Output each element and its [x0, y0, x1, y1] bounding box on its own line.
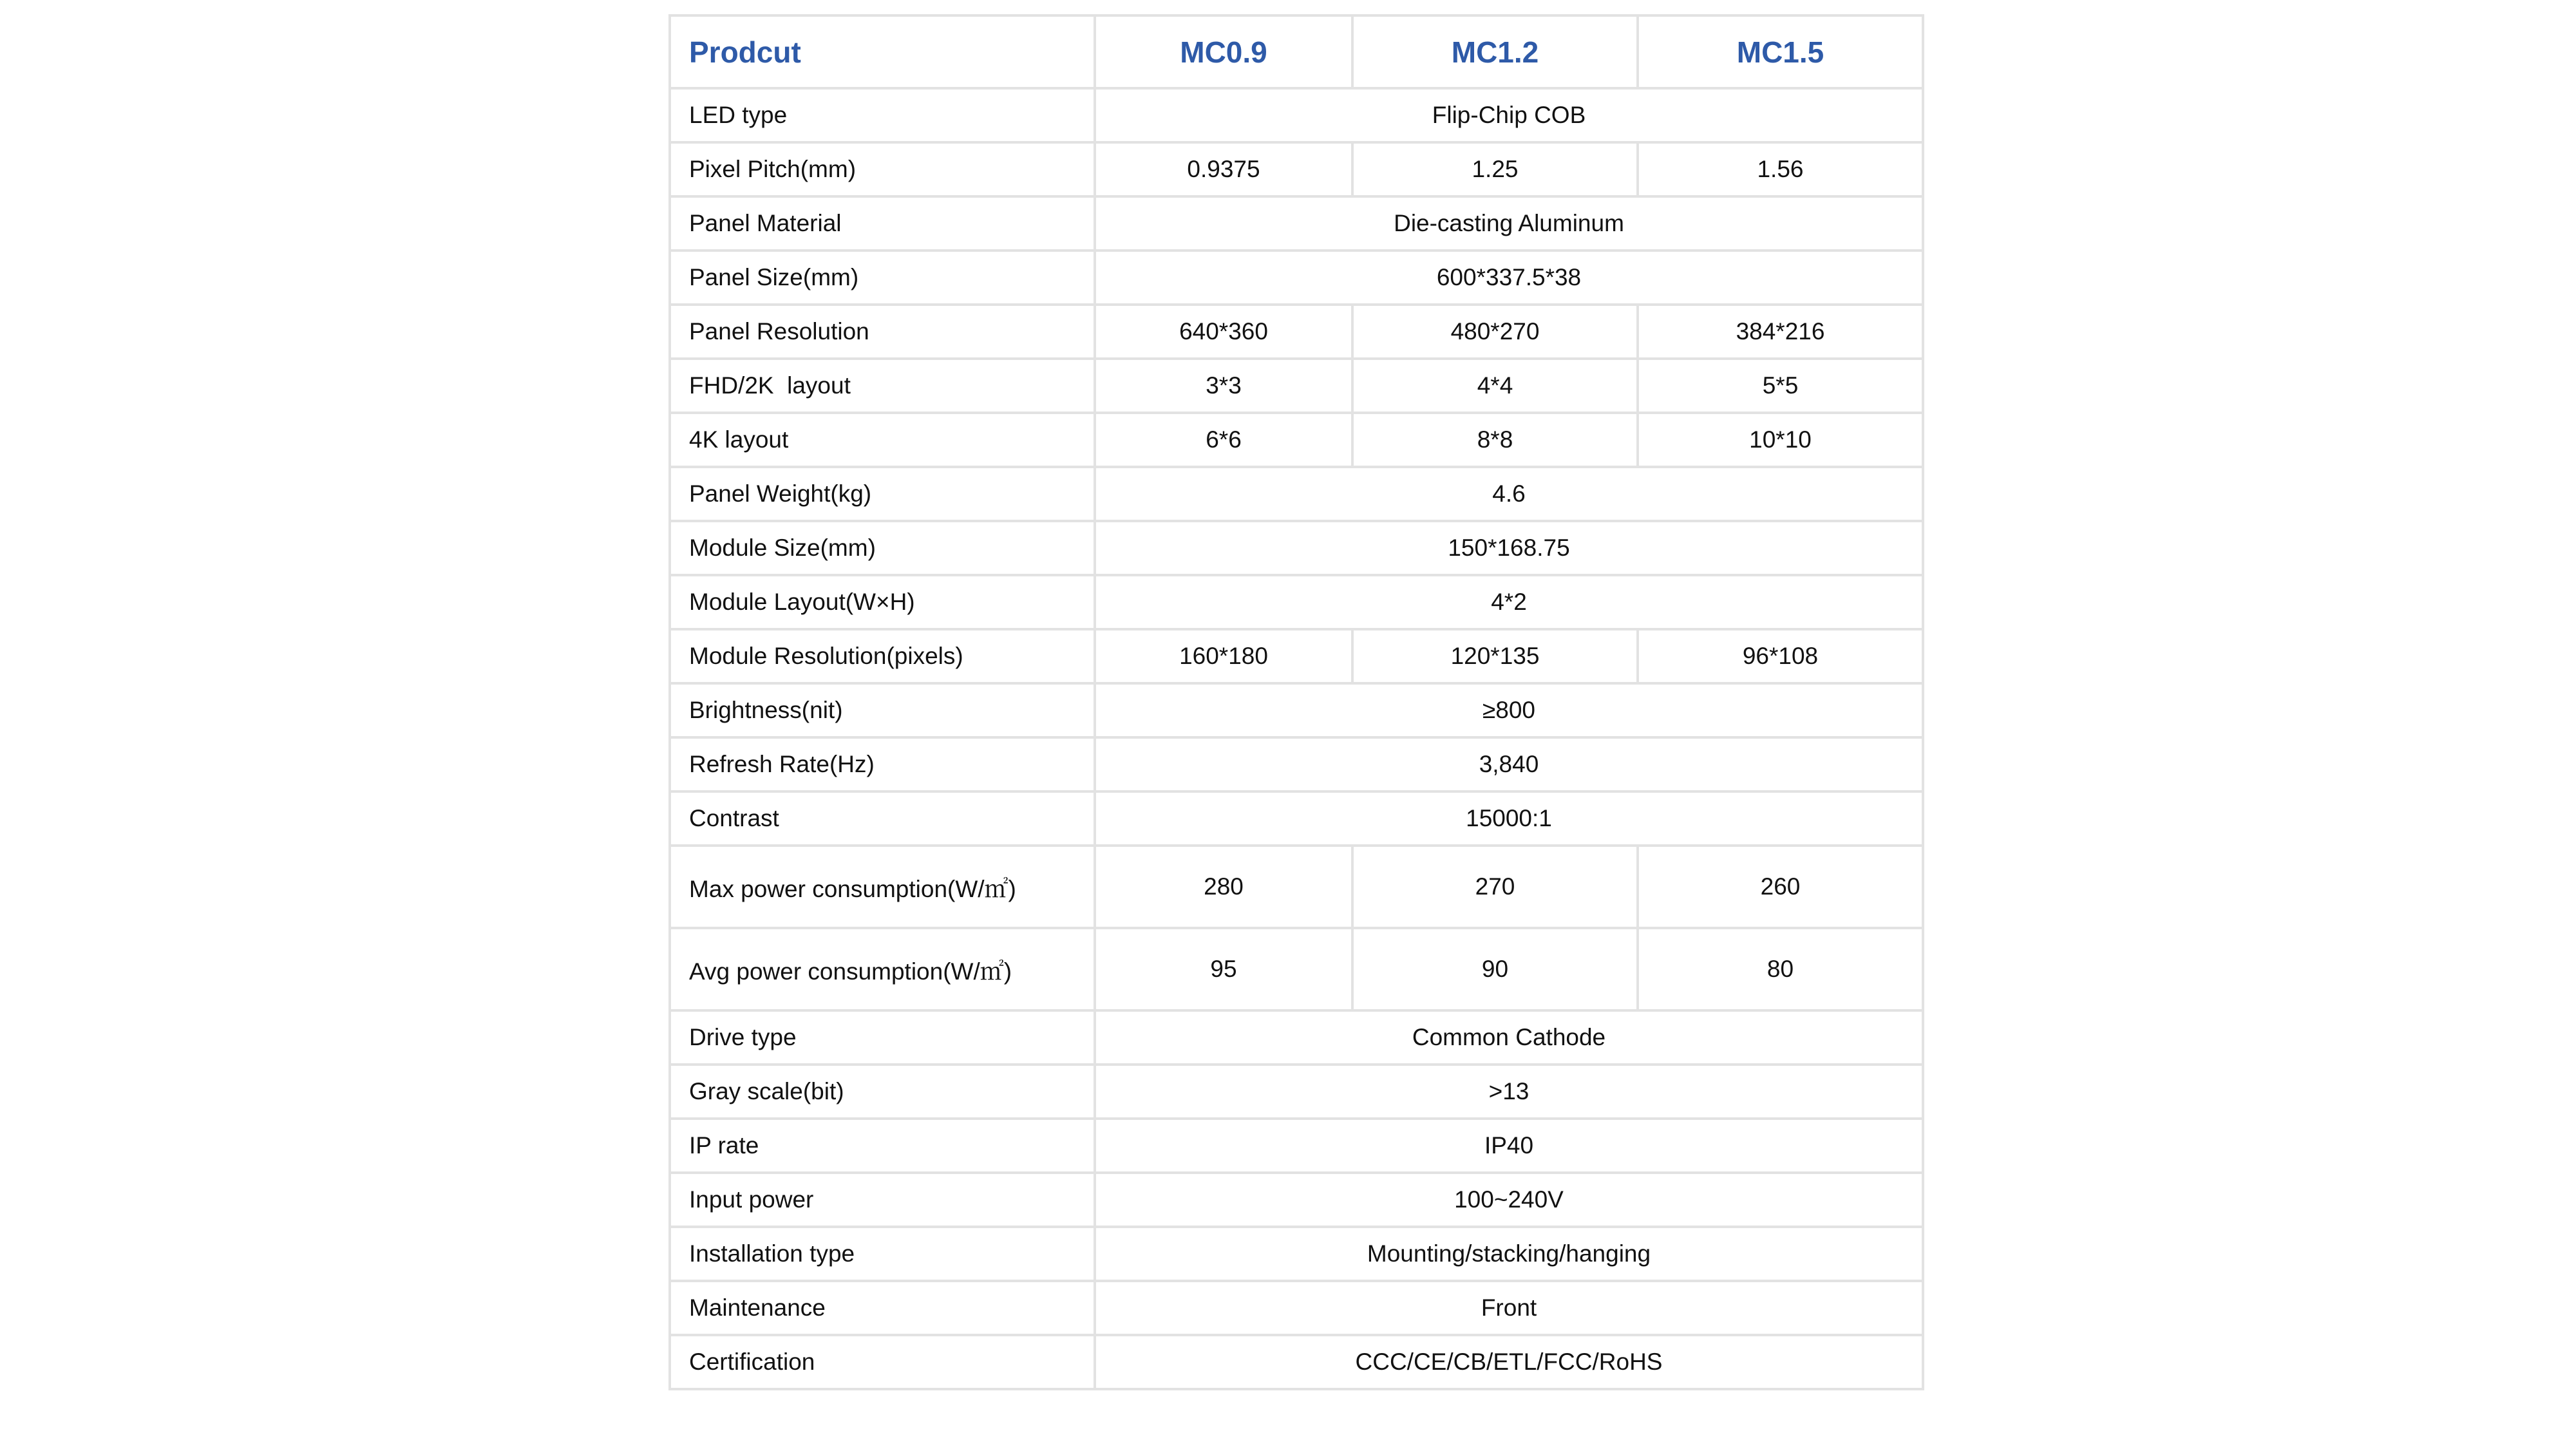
row-value: Flip-Chip COB [1095, 88, 1923, 142]
row-label: Refresh Rate(Hz) [670, 737, 1095, 791]
row-value: Front [1095, 1281, 1923, 1335]
row-value: 600*337.5*38 [1095, 251, 1923, 305]
header-model-mc12: MC1.2 [1352, 15, 1638, 88]
row-value: IP40 [1095, 1119, 1923, 1173]
row-value-mc12: 120*135 [1352, 629, 1638, 683]
table-row [670, 467, 1923, 521]
row-label: Brightness(nit) [670, 683, 1095, 737]
row-value-mc09: 640*360 [1095, 305, 1352, 359]
table-row [670, 305, 1923, 359]
row-value: 100~240V [1095, 1173, 1923, 1227]
row-label: Pixel Pitch(mm) [670, 142, 1095, 196]
row-label: Maintenance [670, 1281, 1095, 1335]
row-label: Avg power consumption(W/㎡) [670, 928, 1095, 1010]
table-row [670, 846, 1923, 928]
row-value-mc15: 1.56 [1638, 142, 1923, 196]
row-value-mc09: 0.9375 [1095, 142, 1352, 196]
row-value-mc15: 5*5 [1638, 359, 1923, 413]
row-value: 150*168.75 [1095, 521, 1923, 575]
header-model-mc09: MC0.9 [1095, 15, 1352, 88]
table-row [670, 629, 1923, 683]
row-label: Certification [670, 1335, 1095, 1389]
row-value-mc15: 384*216 [1638, 305, 1923, 359]
table-row [670, 1119, 1923, 1173]
row-label: FHD/2K layout [670, 359, 1095, 413]
row-label: Gray scale(bit) [670, 1065, 1095, 1119]
row-value-mc09: 160*180 [1095, 629, 1352, 683]
table-row [670, 1227, 1923, 1281]
row-value: Die-casting Aluminum [1095, 196, 1923, 251]
table-row [670, 1173, 1923, 1227]
row-label: LED type [670, 88, 1095, 142]
table-row [670, 683, 1923, 737]
table-row [670, 251, 1923, 305]
table-row [670, 521, 1923, 575]
header-model-mc15: MC1.5 [1638, 15, 1923, 88]
row-value: 15000:1 [1095, 791, 1923, 846]
row-value: ≥800 [1095, 683, 1923, 737]
row-value: 4*2 [1095, 575, 1923, 629]
row-label: Installation type [670, 1227, 1095, 1281]
row-value-mc12: 1.25 [1352, 142, 1638, 196]
row-value-mc15: 96*108 [1638, 629, 1923, 683]
table-row [670, 1281, 1923, 1335]
row-value-mc15: 80 [1638, 928, 1923, 1010]
table-row [670, 737, 1923, 791]
table-row [670, 413, 1923, 467]
row-label: 4K layout [670, 413, 1095, 467]
row-label: Module Size(mm) [670, 521, 1095, 575]
spec-table [668, 14, 1924, 1390]
row-value: CCC/CE/CB/ETL/FCC/RoHS [1095, 1335, 1923, 1389]
row-value-mc09: 95 [1095, 928, 1352, 1010]
row-value-mc15: 10*10 [1638, 413, 1923, 467]
row-value-mc12: 270 [1352, 846, 1638, 928]
row-label: Panel Size(mm) [670, 251, 1095, 305]
row-label: Panel Resolution [670, 305, 1095, 359]
row-label: Panel Weight(kg) [670, 467, 1095, 521]
table-row [670, 1065, 1923, 1119]
row-value: 3,840 [1095, 737, 1923, 791]
row-value-mc09: 3*3 [1095, 359, 1352, 413]
row-value: Common Cathode [1095, 1010, 1923, 1065]
row-label: Drive type [670, 1010, 1095, 1065]
table-row [670, 791, 1923, 846]
row-label: Max power consumption(W/㎡) [670, 846, 1095, 928]
row-label: Module Layout(W×H) [670, 575, 1095, 629]
table-row [670, 1335, 1923, 1389]
row-value-mc12: 8*8 [1352, 413, 1638, 467]
row-value-mc15: 260 [1638, 846, 1923, 928]
row-value: 4.6 [1095, 467, 1923, 521]
table-row [670, 1010, 1923, 1065]
row-value: Mounting/stacking/hanging [1095, 1227, 1923, 1281]
header-product-label: Prodcut [670, 15, 1095, 88]
row-label: Input power [670, 1173, 1095, 1227]
row-value-mc09: 6*6 [1095, 413, 1352, 467]
row-value-mc12: 90 [1352, 928, 1638, 1010]
table-row [670, 575, 1923, 629]
row-label: Contrast [670, 791, 1095, 846]
table-row [670, 196, 1923, 251]
row-value-mc12: 4*4 [1352, 359, 1638, 413]
table-row [670, 142, 1923, 196]
row-value-mc12: 480*270 [1352, 305, 1638, 359]
table-row [670, 359, 1923, 413]
row-label: Panel Material [670, 196, 1095, 251]
table-row [670, 88, 1923, 142]
row-value: >13 [1095, 1065, 1923, 1119]
table-row [670, 928, 1923, 1010]
row-value-mc09: 280 [1095, 846, 1352, 928]
header-row [670, 15, 1923, 88]
row-label: IP rate [670, 1119, 1095, 1173]
row-label: Module Resolution(pixels) [670, 629, 1095, 683]
